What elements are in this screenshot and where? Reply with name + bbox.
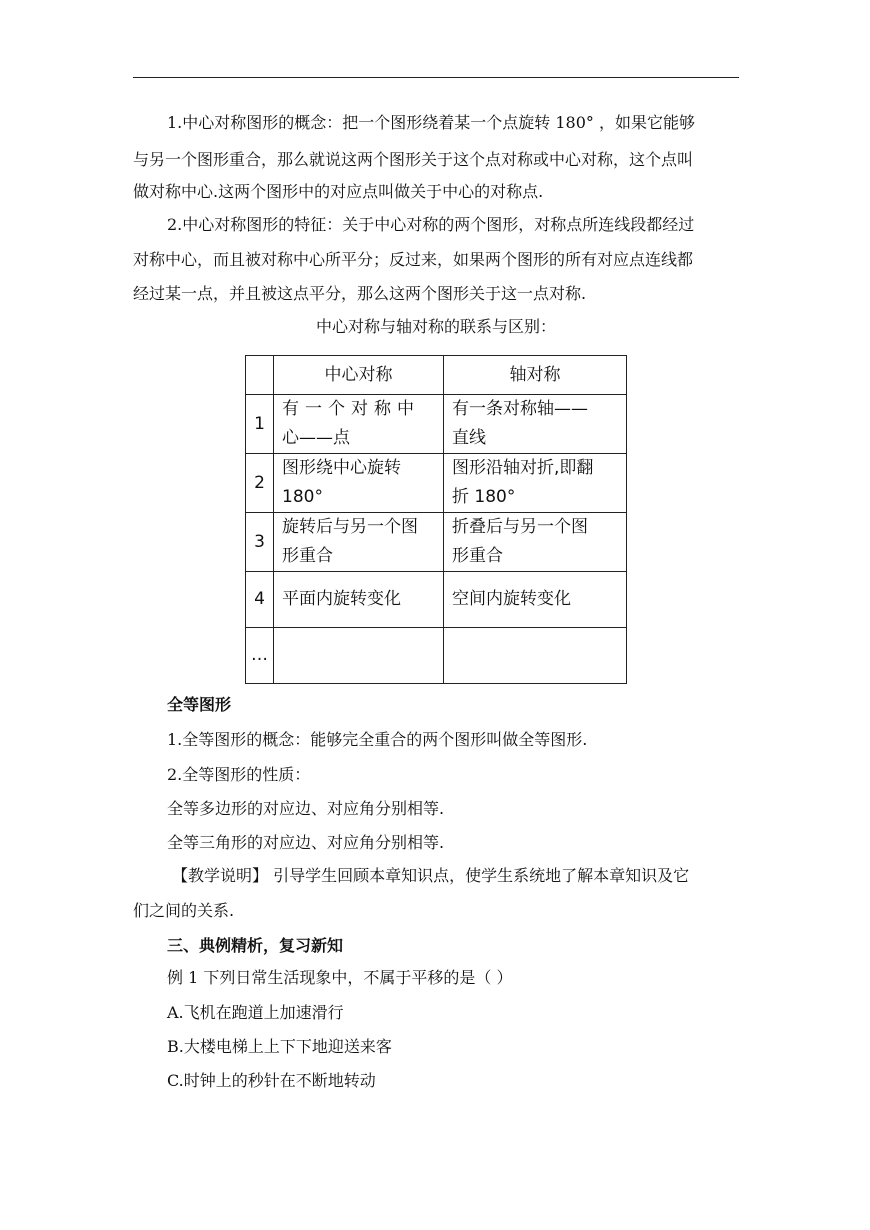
table-row — [246, 572, 627, 628]
congruent-properties: 2.全等图形的性质： — [167, 765, 311, 784]
option-c: C.时钟上的秒针在不断地转动 — [167, 1071, 376, 1090]
header-central: 中心对称 — [274, 356, 444, 395]
row-number: 1 — [246, 395, 274, 454]
central-cell: 旋转后与另一个图 形重合 — [274, 513, 444, 572]
congruent-polygons: 全等多边形的对应边、对应角分别相等. — [167, 799, 445, 818]
features-line-3: 经过某一点，并且被这点平分，那么这两个图形关于这一点对称. — [133, 284, 587, 303]
congruent-heading: 全等图形 — [167, 695, 232, 714]
central-cell: 平面内旋转变化 — [274, 572, 444, 628]
central-cell — [274, 628, 444, 684]
teaching-note-line-2: 们之间的关系. — [133, 901, 235, 920]
header-rule — [133, 77, 739, 78]
axial-cell: 空间内旋转变化 — [444, 572, 627, 628]
axial-cell: 图形沿轴对折,即翻 折 180° — [444, 454, 627, 513]
congruent-concept: 1.全等图形的概念：能够完全重合的两个图形叫做全等图形. — [167, 730, 588, 749]
table-row — [246, 395, 627, 454]
table-row — [246, 513, 627, 572]
header-index — [246, 356, 274, 395]
concept-line-3: 做对称中心.这两个图形中的对应点叫做关于中心的对称点. — [133, 182, 544, 201]
row-number: 2 — [246, 454, 274, 513]
axial-cell: 折叠后与另一个图 形重合 — [444, 513, 627, 572]
table-row — [246, 628, 627, 684]
central-cell: 图形绕中心旋转 180° — [274, 454, 444, 513]
row-number: … — [246, 628, 274, 684]
row-number: 4 — [246, 572, 274, 628]
teaching-note-line-1: 【教学说明】 引导学生回顾本章知识点，使学生系统地了解本章知识及它 — [172, 866, 690, 885]
option-b: B.大楼电梯上上下下地迎送来客 — [167, 1037, 392, 1056]
row-number: 3 — [246, 513, 274, 572]
features-line-2: 对称中心，而且被对称中心所平分；反过来，如果两个图形的所有对应点连线都 — [133, 250, 694, 269]
axial-cell — [444, 628, 627, 684]
symmetry-comparison-table — [245, 355, 627, 684]
table-row — [246, 454, 627, 513]
features-line-1: 2.中心对称图形的特征：关于中心对称的两个图形，对称点所连线段都经过 — [167, 215, 695, 234]
option-a: A.飞机在跑道上加速滑行 — [167, 1003, 344, 1022]
congruent-triangles: 全等三角形的对应边、对应角分别相等. — [167, 833, 445, 852]
concept-line-1: 1.中心对称图形的概念：把一个图形绕着某一个点旋转 180° ，如果它能够 — [167, 113, 695, 132]
table-header-row — [246, 356, 627, 395]
concept-line-2: 与另一个图形重合，那么就说这两个图形关于这个点对称或中心对称，这个点叫 — [133, 150, 694, 169]
example-question: 例 1 下列日常生活现象中，不属于平移的是（ ） — [167, 968, 513, 987]
section-heading: 三、典例精析，复习新知 — [167, 936, 344, 955]
header-axial: 轴对称 — [444, 356, 627, 395]
central-cell: 有一个对称中 心——点 — [274, 395, 444, 454]
table-caption: 中心对称与轴对称的联系与区别： — [315, 317, 556, 336]
axial-cell: 有一条对称轴—— 直线 — [444, 395, 627, 454]
